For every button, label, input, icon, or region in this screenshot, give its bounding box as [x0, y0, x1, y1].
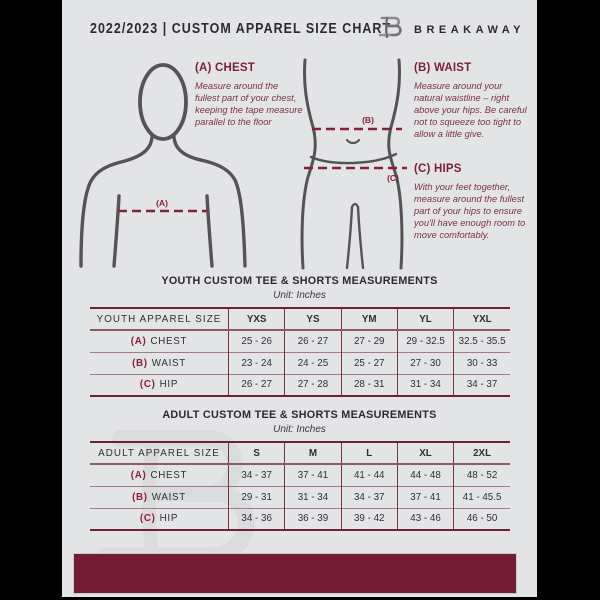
waist-instructions-text: Measure around your natural waistline – right above your hips. Be careful not to squeeze too tight to allow a little give. — [414, 81, 527, 140]
table-label-header: ADULT APPAREL SIZE — [98, 447, 220, 459]
row-letter-prefix: (C) — [139, 379, 156, 391]
measurement-value-cell: 29 - 31 — [229, 486, 285, 508]
measurement-value-cell: 37 - 41 — [285, 464, 341, 486]
measurement-row-label: (B) WAIST — [132, 357, 186, 369]
hips-instructions-text: With your feet together, measure around the fullest part of your hips to ensure you'll have enough room to move comfortably. — [414, 182, 526, 241]
hips-silhouette — [302, 60, 402, 268]
measurement-value-cell: 25 - 26 — [229, 330, 285, 352]
size-column-header: YL — [397, 308, 453, 330]
row-letter-prefix: (C) — [139, 513, 156, 525]
youth-size-table — [90, 307, 510, 397]
brand-lockup — [378, 14, 525, 46]
size-column-header: YXL — [454, 308, 510, 330]
measurement-value-cell: 34 - 36 — [229, 508, 285, 530]
adult-table-title: ADULT CUSTOM TEE & SHORTS MEASUREMENTS — [162, 409, 437, 421]
brand-name: BREAKAWAY — [414, 24, 525, 36]
adult-size-table — [90, 441, 510, 531]
waist-instructions — [414, 62, 532, 140]
table-row — [90, 464, 510, 486]
adult-table-unit: Unit: Inches — [273, 424, 326, 435]
measurement-row-label: (B) WAIST — [132, 491, 186, 503]
hips-instructions — [414, 163, 532, 241]
measurement-value-cell: 26 - 27 — [229, 374, 285, 396]
hips-instructions-title: (C) HIPS — [414, 163, 462, 175]
size-column-header: 2XL — [454, 442, 510, 464]
measurement-value-cell: 29 - 32.5 — [397, 330, 453, 352]
measurement-row-label: (A) CHEST — [130, 469, 188, 481]
table-row — [90, 352, 510, 374]
measurement-value-cell: 37 - 41 — [397, 486, 453, 508]
page-title: 2022/2023 | CUSTOM APPAREL SIZE CHART — [90, 21, 392, 37]
table-row — [90, 330, 510, 352]
measurement-value-cell: 39 - 42 — [341, 508, 397, 530]
measurement-value-cell: 28 - 31 — [341, 374, 397, 396]
measurement-value-cell: 27 - 29 — [341, 330, 397, 352]
measurement-value-cell: 26 - 27 — [285, 330, 341, 352]
table-header-row — [90, 308, 510, 330]
measurement-value-cell: 36 - 39 — [285, 508, 341, 530]
measurement-value-cell: 34 - 37 — [341, 486, 397, 508]
measurement-value-cell: 25 - 27 — [341, 352, 397, 374]
chart-page — [62, 0, 537, 597]
measurement-row-label: (C) HIP — [139, 379, 179, 391]
size-column-header: L — [341, 442, 397, 464]
youth-table-title: YOUTH CUSTOM TEE & SHORTS MEASUREMENTS — [161, 275, 438, 287]
measurement-value-cell: 31 - 34 — [397, 374, 453, 396]
measurement-value-cell: 46 - 50 — [454, 508, 510, 530]
size-column-header: YXS — [229, 308, 285, 330]
measurement-value-cell: 27 - 28 — [285, 374, 341, 396]
measurement-value-cell: 34 - 37 — [454, 374, 510, 396]
measurement-value-cell: 44 - 48 — [397, 464, 453, 486]
waist-instructions-title: (B) WAIST — [414, 62, 472, 74]
footer-accent-bar — [73, 553, 517, 594]
size-column-header: S — [229, 442, 285, 464]
size-column-header: M — [285, 442, 341, 464]
table-label-header: YOUTH APPAREL SIZE — [96, 313, 222, 325]
chest-marker-label: (A) — [156, 198, 168, 208]
measurement-value-cell: 30 - 33 — [454, 352, 510, 374]
breakaway-b-logo-icon — [378, 14, 405, 46]
measurement-value-cell: 41 - 45.5 — [454, 486, 510, 508]
measurement-value-cell: 27 - 30 — [397, 352, 453, 374]
measurement-value-cell: 48 - 52 — [454, 464, 510, 486]
size-column-header: YS — [285, 308, 341, 330]
measurement-value-cell: 23 - 24 — [229, 352, 285, 374]
measurement-value-cell: 31 - 34 — [285, 486, 341, 508]
row-letter-prefix: (B) — [132, 357, 148, 369]
youth-table-unit: Unit: Inches — [273, 290, 326, 301]
table-row — [90, 374, 510, 396]
measurement-value-cell: 32.5 - 35.5 — [454, 330, 510, 352]
measurement-row-label: (C) HIP — [139, 513, 179, 525]
chest-instructions-text: Measure around the fullest part of your chest, keeping the tape measure parallel to the floor — [195, 81, 303, 128]
measurement-value-cell: 43 - 46 — [397, 508, 453, 530]
table-header-row — [90, 442, 510, 464]
size-column-header: XL — [397, 442, 453, 464]
size-column-header: YM — [341, 308, 397, 330]
row-letter-prefix: (A) — [130, 469, 147, 481]
table-row — [90, 508, 510, 530]
measurement-value-cell: 24 - 25 — [285, 352, 341, 374]
measurement-value-cell: 34 - 37 — [229, 464, 285, 486]
row-letter-prefix: (A) — [130, 335, 147, 347]
chest-instructions-title: (A) CHEST — [195, 62, 255, 74]
measurement-value-cell: 41 - 44 — [341, 464, 397, 486]
hips-marker-label: (C) — [387, 173, 399, 183]
waist-marker-label: (B) — [362, 115, 374, 125]
table-row — [90, 486, 510, 508]
chest-instructions — [195, 62, 305, 128]
measurement-row-label: (A) CHEST — [130, 335, 188, 347]
row-letter-prefix: (B) — [132, 491, 148, 503]
